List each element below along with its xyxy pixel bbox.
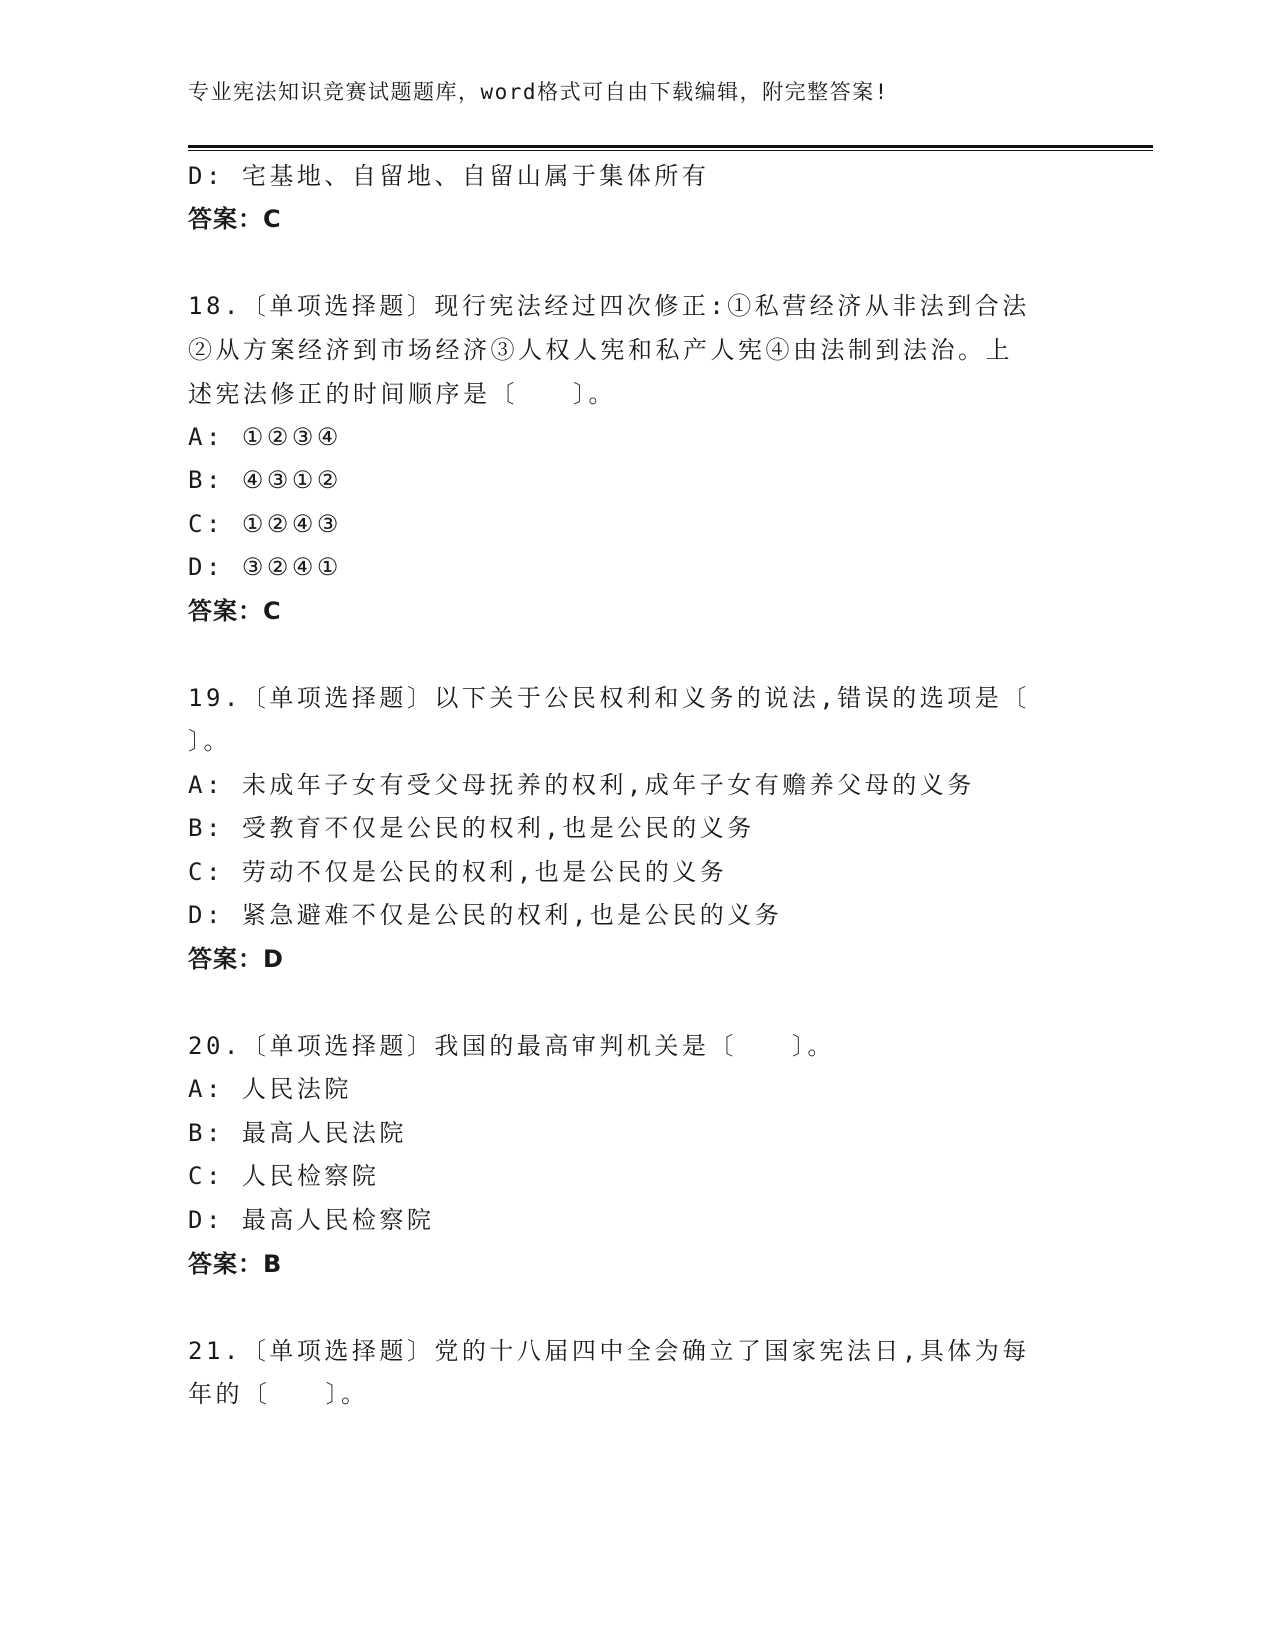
header-divider-thick: [188, 145, 1153, 148]
q20-option-b: B: 最高人民法院: [188, 1119, 407, 1147]
q19-option-a: A: 未成年子女有受父母抚养的权利,成年子女有赡养父母的义务: [188, 771, 975, 799]
q20-stem-line-1: 20.〔单项选择题〕我国的最高审判机关是〔 〕。: [188, 1032, 835, 1060]
q19-stem-line-1: 19.〔单项选择题〕以下关于公民权利和义务的说法,错误的选项是〔: [188, 684, 1030, 712]
q17-answer: 答案：C: [188, 205, 282, 233]
q19-option-b: B: 受教育不仅是公民的权利,也是公民的义务: [188, 814, 755, 842]
q18-stem-line-3: 述宪法修正的时间顺序是〔 〕。: [188, 380, 616, 408]
q21-stem-line-2: 年的〔 〕。: [188, 1380, 369, 1408]
q18-stem-line-1: 18.〔单项选择题〕现行宪法经过四次修正:①私营经济从非法到合法: [188, 292, 1030, 320]
q19-stem-line-2: 〕。: [188, 727, 231, 755]
header-divider-thin: [188, 150, 1153, 151]
q18-answer: 答案：C: [188, 597, 282, 625]
q18-stem-line-2: ②从方案经济到市场经济③人权人宪和私产人宪④由法制到法治。上: [188, 336, 1013, 364]
q19-option-c: C: 劳动不仅是公民的权利,也是公民的义务: [188, 858, 728, 886]
page-header: 专业宪法知识竞赛试题题库，word格式可自由下载编辑，附完整答案!: [188, 80, 889, 104]
q17-option-d: D: 宅基地、自留地、自留山属于集体所有: [188, 162, 710, 190]
q19-option-d: D: 紧急避难不仅是公民的权利,也是公民的义务: [188, 901, 783, 929]
q20-answer: 答案：B: [188, 1250, 283, 1278]
q18-option-b: B: ④③①②: [188, 466, 342, 494]
q19-answer: 答案：D: [188, 945, 284, 973]
q18-option-d: D: ③②④①: [188, 553, 342, 581]
q18-option-a: A: ①②③④: [188, 423, 342, 451]
q18-option-c: C: ①②④③: [188, 510, 342, 538]
q21-stem-line-1: 21.〔单项选择题〕党的十八届四中全会确立了国家宪法日,具体为每: [188, 1337, 1030, 1365]
q20-option-c: C: 人民检察院: [188, 1162, 380, 1190]
q20-option-a: A: 人民法院: [188, 1075, 352, 1103]
q20-option-d: D: 最高人民检察院: [188, 1206, 435, 1234]
